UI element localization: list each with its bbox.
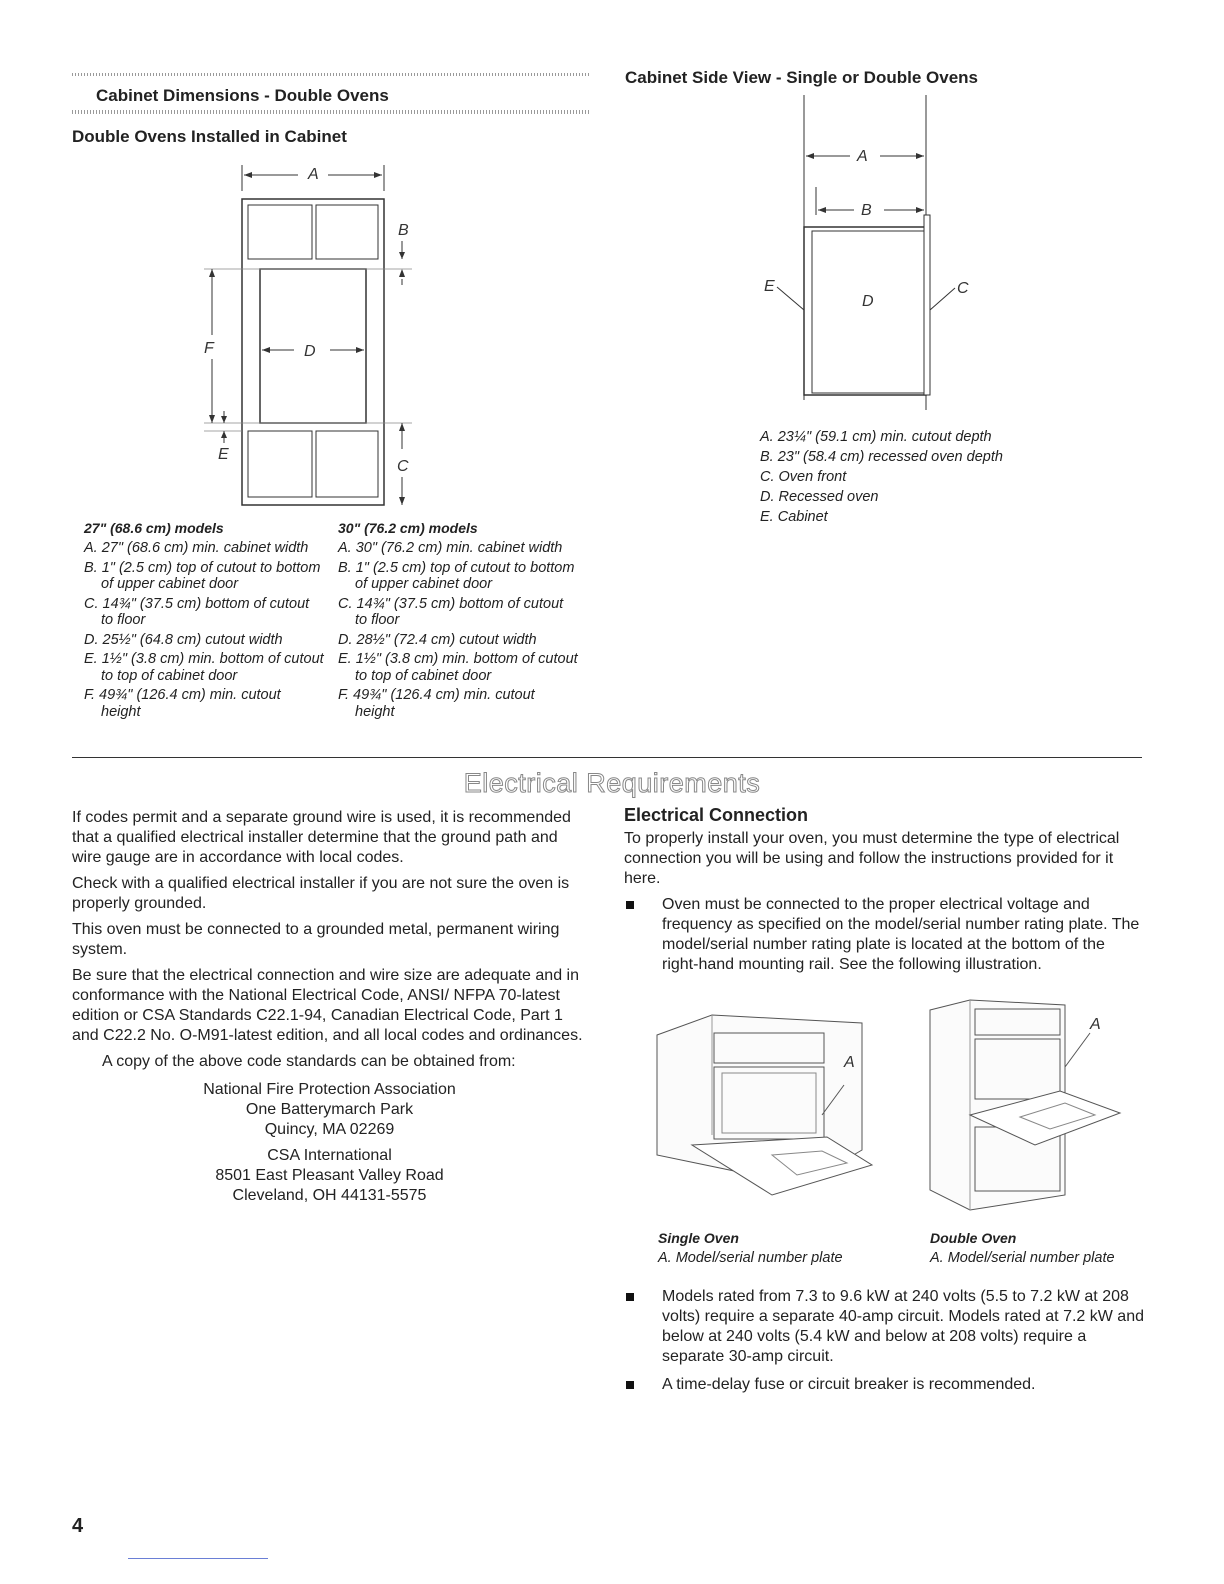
bullet-item: Models rated from 7.3 to 9.6 kW at 240 volts (5.5 to 7.2 kW at 208 volts) require a separate 40-amp circuit. Models rated at 7.2 kW and below at 240 volts (5.4 kW and below at 208 volts) require a separate 30-amp circuit. xyxy=(624,1287,1144,1367)
double-ovens-subtitle: Double Ovens Installed in Cabinet xyxy=(72,127,347,146)
bullet-list-2 xyxy=(624,1287,1144,1395)
side-label-c: C xyxy=(957,280,969,297)
legend-item: D. 28½" (72.4 cm) cutout width xyxy=(338,631,537,648)
electrical-right-column xyxy=(624,805,1144,983)
address-line: Cleveland, OH 44131-5575 xyxy=(232,1187,427,1204)
models-27-heading: 27" (68.6 cm) models xyxy=(84,520,224,536)
paragraph: A copy of the above code standards can be obtained from: xyxy=(102,1053,516,1070)
legend-item: C. 14¾" (37.5 cm) bottom of cutout to floor xyxy=(84,595,310,628)
models-27-legend xyxy=(84,520,324,723)
label-b: B xyxy=(398,222,409,239)
nfpa-address xyxy=(72,1080,587,1140)
models-30-legend xyxy=(338,520,578,723)
electrical-requirements-title: Electrical Requirements xyxy=(463,768,761,798)
address-line: Quincy, MA 02269 xyxy=(264,1121,395,1138)
connection-intro: To properly install your oven, you must determine the type of electrical connection you will be using and follow the instructions provided for it here. xyxy=(624,830,1120,887)
legend-item: F. 49¾" (126.4 cm) min. cutout height xyxy=(338,687,535,720)
single-oven-illustration xyxy=(652,1005,882,1205)
electrical-right-column-lower xyxy=(624,1287,1144,1403)
legend-item: B. 1" (2.5 cm) top of cutout to bottom of upper cabinet door xyxy=(338,559,575,592)
legend-item: E. 1½" (3.8 cm) min. bottom of cutout to top of cabinet door xyxy=(84,651,324,684)
title-band-top-rule xyxy=(72,73,590,76)
side-view-legend xyxy=(760,427,1060,527)
legend-item: E. 1½" (3.8 cm) min. bottom of cutout to top of cabinet door xyxy=(338,651,578,684)
label-f: F xyxy=(204,340,214,357)
address-line: One Batterymarch Park xyxy=(245,1101,414,1118)
single-oven-caption: Single Oven xyxy=(658,1230,739,1246)
single-oven-caption-block xyxy=(658,1230,843,1267)
footer-rule xyxy=(128,1558,268,1559)
address-line: 8501 East Pleasant Valley Road xyxy=(215,1167,444,1184)
legend-item: D. Recessed oven xyxy=(760,489,879,505)
legend-item: F. 49¾" (126.4 cm) min. cutout height xyxy=(84,687,281,720)
csa-address xyxy=(72,1146,587,1206)
legend-item: B. 23" (58.4 cm) recessed oven depth xyxy=(760,449,1003,465)
legend-item: A. 27" (68.6 cm) min. cabinet width xyxy=(84,540,309,556)
label-d: D xyxy=(304,343,316,360)
double-oven-illustration xyxy=(925,995,1125,1215)
legend-item: B. 1" (2.5 cm) top of cutout to bottom of upper cabinet door xyxy=(84,559,321,592)
cabinet-side-view-title: Cabinet Side View - Single or Double Ovens xyxy=(625,68,978,87)
models-30-heading: 30" (76.2 cm) models xyxy=(338,520,478,536)
label-e: E xyxy=(218,446,229,463)
double-oven-legend: A. Model/serial number plate xyxy=(930,1250,1115,1266)
label-c: C xyxy=(397,458,409,475)
side-label-b: B xyxy=(861,202,872,219)
page-number: 4 xyxy=(72,1515,84,1537)
side-label-a: A xyxy=(857,148,868,165)
paragraph: If codes permit and a separate ground wire is used, it is recommended that a qualified electrical installer determine that the ground path and wire gauge are in accordance with local codes. xyxy=(72,809,571,866)
bullet-item: Oven must be connected to the proper electrical voltage and frequency as specified on the model/serial number rating plate. The model/serial number rating plate is located at the bottom of the right-hand mounting rail. See the following illustration. xyxy=(624,895,1144,975)
section-divider xyxy=(72,757,1142,758)
paragraph: Check with a qualified electrical installer if you are not sure the oven is properly grounded. xyxy=(72,875,570,912)
legend-item: E. Cabinet xyxy=(760,509,828,525)
legend-item: A. 23¼" (59.1 cm) min. cutout depth xyxy=(760,429,992,445)
side-label-d: D xyxy=(862,293,874,310)
cabinet-dimensions-title: Cabinet Dimensions - Double Ovens xyxy=(96,86,389,105)
title-band-bottom-rule xyxy=(72,110,590,114)
label-a: A xyxy=(308,166,319,183)
electrical-connection-heading: Electrical Connection xyxy=(624,805,809,825)
side-label-e: E xyxy=(764,278,775,295)
double-oven-caption: Double Oven xyxy=(930,1230,1017,1246)
address-line: CSA International xyxy=(267,1147,392,1164)
legend-item: C. Oven front xyxy=(760,469,847,485)
legend-item: D. 25½" (64.8 cm) cutout width xyxy=(84,631,283,648)
bullet-list-1 xyxy=(624,895,1144,975)
electrical-left-column xyxy=(72,808,587,1206)
single-oven-legend: A. Model/serial number plate xyxy=(658,1250,843,1266)
legend-item: A. 30" (76.2 cm) min. cabinet width xyxy=(338,540,563,556)
single-oven-marker: A xyxy=(844,1054,855,1071)
legend-item: C. 14¾" (37.5 cm) bottom of cutout to floor xyxy=(338,595,564,628)
paragraph: This oven must be connected to a grounded metal, permanent wiring system. xyxy=(72,921,560,958)
bullet-item: A time-delay fuse or circuit breaker is recommended. xyxy=(624,1375,1144,1395)
paragraph: Be sure that the electrical connection and wire size are adequate and in conformance with the National Electrical Code, ANSI/ NFPA 70-latest edition or CSA Standards C22.1-94, Canadian Electrical Code, Part 1 and C22.2 No. O-M91-latest edition, and all local codes and ordinances. xyxy=(72,967,583,1044)
double-oven-cabinet-diagram xyxy=(190,155,430,515)
double-oven-marker: A xyxy=(1090,1016,1101,1033)
double-oven-caption-block xyxy=(930,1230,1115,1267)
cabinet-side-view-diagram xyxy=(750,95,980,415)
address-line: National Fire Protection Association xyxy=(203,1081,456,1098)
